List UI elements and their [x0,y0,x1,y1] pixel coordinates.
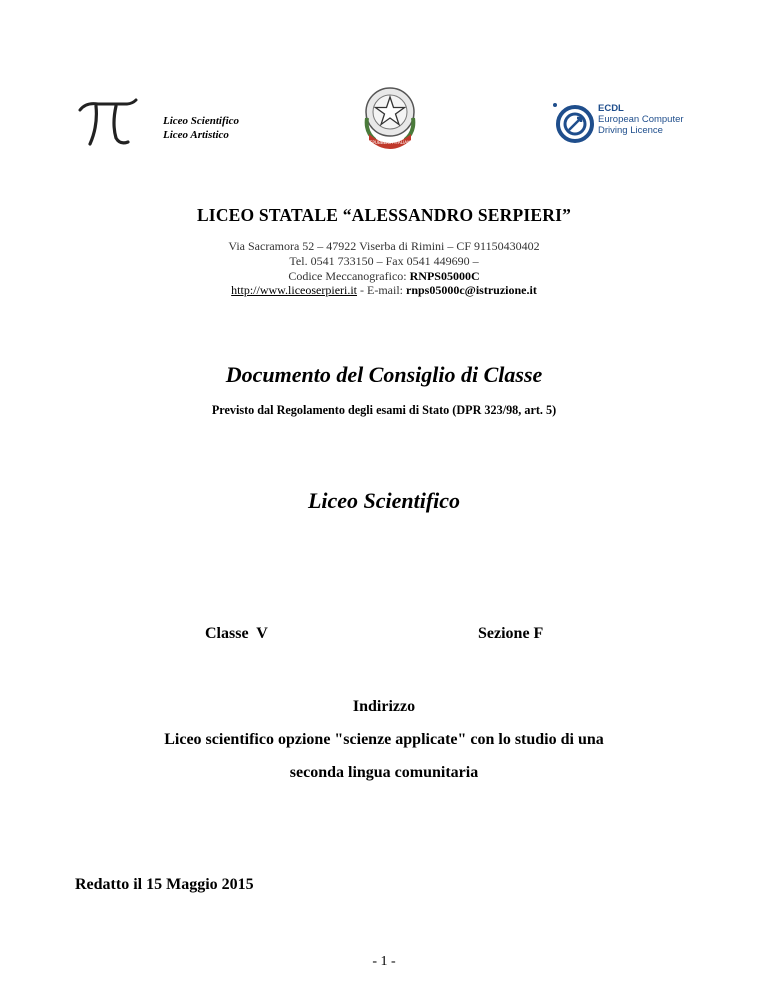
document-title: Documento del Consiglio di Classe [225,362,543,387]
liceo-title: Liceo Scientifico [307,488,461,513]
sezione-label: Sezione F [478,625,544,642]
classe-label: Classe V [205,625,268,642]
ecdl-logo [551,100,701,144]
email-value: rnps05000c@istruzione.it [406,283,537,298]
address-line: Via Sacramora 52 – 47922 Viserba di Rimini – CF 91150430402 [228,239,540,253]
contact-line [0,283,768,298]
school-types [163,114,239,142]
emblem-text: REPUBBLICA ITALIANA [366,140,414,145]
indirizzo-label: Indirizzo [352,698,416,715]
website-link[interactable]: http://www.liceoserpieri.it [231,283,358,298]
school-type-artistico: Liceo Artistico [163,129,229,141]
school-name: LICEO STATALE “ALESSANDRO SERPIERI” [196,205,572,225]
ecdl-logo-icon [551,100,595,144]
phone-line: Tel. 0541 733150 – Fax 0541 449690 – [289,253,479,268]
indirizzo-block [0,690,768,789]
pi-logo-icon [76,98,142,148]
school-type-scientifico: Liceo Scientifico [163,115,240,127]
ecdl-line2: Driving Licence [598,125,663,136]
code-line [0,269,768,284]
code-value: RNPS05000C [409,268,480,283]
school-address-block [0,239,768,298]
redatto-date: Redatto il 15 Maggio 2015 [75,876,254,893]
indirizzo-line2: seconda lingua comunitaria [289,764,479,781]
italian-republic-emblem-icon [361,82,419,152]
ecdl-name: ECDL [598,103,624,114]
document-subtitle: Previsto dal Regolamento degli esami di Stato (DPR 323/98, art. 5) [211,403,557,417]
email-label: - E-mail: [357,283,406,298]
indirizzo-line1: Liceo scientifico opzione "scienze applicate" con lo studio di una [164,731,604,748]
page-number: - 1 - [372,954,396,969]
ecdl-line1: European Computer [598,114,684,125]
code-label: Codice Meccanografico: [288,268,410,283]
